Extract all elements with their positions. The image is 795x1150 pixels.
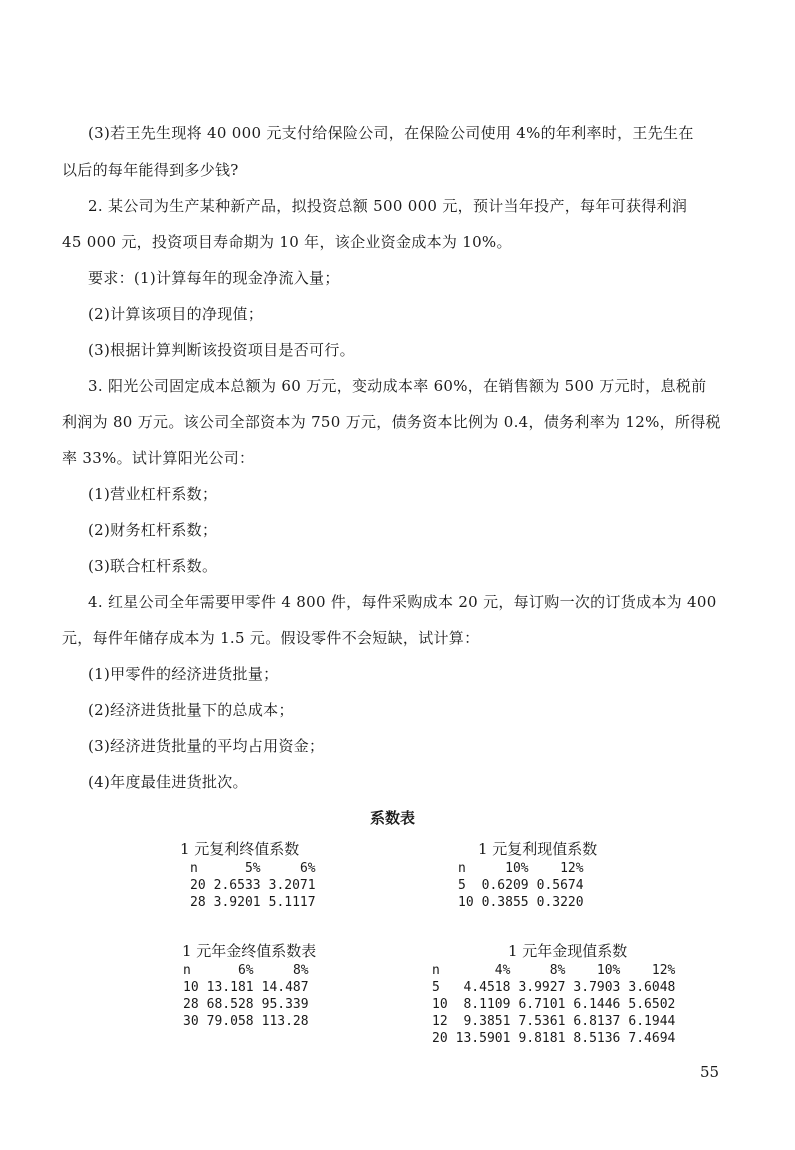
table-cell: 6.1944 xyxy=(628,1014,676,1029)
table-cell: 20 xyxy=(432,1031,448,1046)
table-cell: 9.3851 xyxy=(463,1014,511,1029)
table-cell: 0.3220 xyxy=(536,895,584,910)
table-cell: 95.339 xyxy=(261,997,309,1012)
table-header: 12% xyxy=(651,963,676,978)
pv-table-caption: 1 元复利现值系数 xyxy=(478,840,598,858)
problem-4-req-3: (3)经济进货批量的平均占用资金； xyxy=(88,737,325,755)
table-row xyxy=(432,1030,679,1047)
table-cell: 13.5901 xyxy=(455,1031,511,1046)
table-cell: 14.487 xyxy=(261,980,309,995)
table-cell: 113.28 xyxy=(261,1014,309,1029)
table-cell: 68.528 xyxy=(206,997,254,1012)
table-header: 10% xyxy=(505,861,529,876)
table-header: 10% xyxy=(596,963,621,978)
table-cell: 28 xyxy=(190,895,206,910)
table-row xyxy=(190,877,320,894)
table-cell: 8.1109 xyxy=(463,997,511,1012)
table-row xyxy=(183,1013,313,1030)
problem-2-line-2: 45 000 元，投资项目寿命期为 10 年，该企业资金成本为 10%。 xyxy=(62,233,512,251)
table-cell: 3.7903 xyxy=(573,980,621,995)
fv-table-caption: 1 元复利终值系数 xyxy=(180,840,300,858)
problem-3-line-1: 3. 阳光公司固定成本总额为 60 万元，变动成本率 60%，在销售额为 500 万元时，息税前 xyxy=(88,377,707,395)
problem-2-req-3: (3)根据计算判断该投资项目是否可行。 xyxy=(88,341,355,359)
table-cell: 10 xyxy=(183,980,199,995)
table-row xyxy=(432,996,679,1013)
table-cell: 0.3855 xyxy=(481,895,529,910)
coefficient-tables-title: 系数表 xyxy=(370,809,416,827)
table-cell: 0.5674 xyxy=(536,878,584,893)
table-cell: 7.4694 xyxy=(628,1031,676,1046)
problem-3-line-3: 率 33%。试计算阳光公司： xyxy=(62,449,255,467)
table-cell: 6.7101 xyxy=(518,997,566,1012)
table-header-row xyxy=(190,860,320,877)
fv-table xyxy=(190,860,320,911)
problem-3-line-2: 利润为 80 万元。该公司全部资本为 750 万元，债务资本比例为 0.4，债务利率为 12%，所得税 xyxy=(62,413,721,431)
problem-4-line-2: 元，每件年储存成本为 1.5 元。假设零件不会短缺，试计算： xyxy=(62,629,480,647)
problem-1-part-3-line-2: 以后的每年能得到多少钱? xyxy=(62,161,239,179)
problem-2-line-1: 2. 某公司为生产某种新产品，拟投资总额 500 000 元，预计当年投产，每年可获得利润 xyxy=(88,197,688,215)
table-cell: 5 xyxy=(432,980,440,995)
problem-3-req-3: (3)联合杠杆系数。 xyxy=(88,557,218,575)
table-cell: 8.5136 xyxy=(573,1031,621,1046)
table-cell: 2.6533 xyxy=(213,878,261,893)
problem-4-line-1: 4. 红星公司全年需要甲零件 4 800 件，每件采购成本 20 元，每订购一次的订货成本为 400 xyxy=(88,593,717,611)
problem-4-req-2: (2)经济进货批量下的总成本； xyxy=(88,701,294,719)
pva-table-caption: 1 元年金现值系数 xyxy=(508,942,628,960)
table-row xyxy=(432,979,679,996)
fva-table-caption: 1 元年金终值系数表 xyxy=(182,942,317,960)
fva-table xyxy=(183,962,313,1030)
table-header: n xyxy=(183,963,191,978)
table-row xyxy=(432,1013,679,1030)
table-cell: 20 xyxy=(190,878,206,893)
table-row xyxy=(183,979,313,996)
table-header: n xyxy=(458,861,466,876)
table-cell: 3.6048 xyxy=(628,980,676,995)
pv-table xyxy=(458,860,588,911)
problem-4-req-1: (1)甲零件的经济进货批量； xyxy=(88,665,279,683)
table-row xyxy=(458,894,588,911)
table-header: n xyxy=(432,963,440,978)
table-header-row xyxy=(458,860,588,877)
table-cell: 13.181 xyxy=(206,980,254,995)
table-cell: 4.4518 xyxy=(463,980,511,995)
table-cell: 3.9927 xyxy=(518,980,566,995)
problem-4-req-4: (4)年度最佳进货批次。 xyxy=(88,773,248,791)
table-header: 8% xyxy=(292,963,309,978)
table-header: 5% xyxy=(244,861,261,876)
problem-2-req-1: 要求：(1)计算每年的现金净流入量； xyxy=(88,269,340,287)
table-cell: 5.1117 xyxy=(268,895,316,910)
problem-1-part-3-line-1: (3)若王先生现将 40 000 元支付给保险公司，在保险公司使用 4%的年利率时，王先生在 xyxy=(88,124,694,142)
table-header: 8% xyxy=(549,963,566,978)
table-cell: 5.6502 xyxy=(628,997,676,1012)
table-header: n xyxy=(190,861,198,876)
table-header: 4% xyxy=(494,963,511,978)
problem-3-req-2: (2)财务杠杆系数； xyxy=(88,521,218,539)
table-cell: 3.2071 xyxy=(268,878,316,893)
table-cell: 0.6209 xyxy=(481,878,529,893)
table-cell: 10 xyxy=(432,997,448,1012)
problem-3-req-1: (1)营业杠杆系数； xyxy=(88,485,218,503)
table-row xyxy=(458,877,588,894)
table-header-row xyxy=(183,962,313,979)
table-row xyxy=(183,996,313,1013)
table-cell: 3.9201 xyxy=(213,895,261,910)
table-header: 12% xyxy=(560,861,584,876)
table-cell: 6.1446 xyxy=(573,997,621,1012)
table-cell: 28 xyxy=(183,997,199,1012)
page-number: 55 xyxy=(700,1063,720,1081)
pva-table xyxy=(432,962,679,1047)
table-cell: 5 xyxy=(458,878,466,893)
table-row xyxy=(190,894,320,911)
table-cell: 6.8137 xyxy=(573,1014,621,1029)
table-cell: 10 xyxy=(458,895,474,910)
table-cell: 9.8181 xyxy=(518,1031,566,1046)
problem-2-req-2: (2)计算该项目的净现值； xyxy=(88,305,264,323)
table-cell: 79.058 xyxy=(206,1014,254,1029)
table-cell: 12 xyxy=(432,1014,448,1029)
table-header: 6% xyxy=(299,861,316,876)
table-cell: 30 xyxy=(183,1014,199,1029)
table-cell: 7.5361 xyxy=(518,1014,566,1029)
table-header: 6% xyxy=(237,963,254,978)
table-header-row xyxy=(432,962,679,979)
